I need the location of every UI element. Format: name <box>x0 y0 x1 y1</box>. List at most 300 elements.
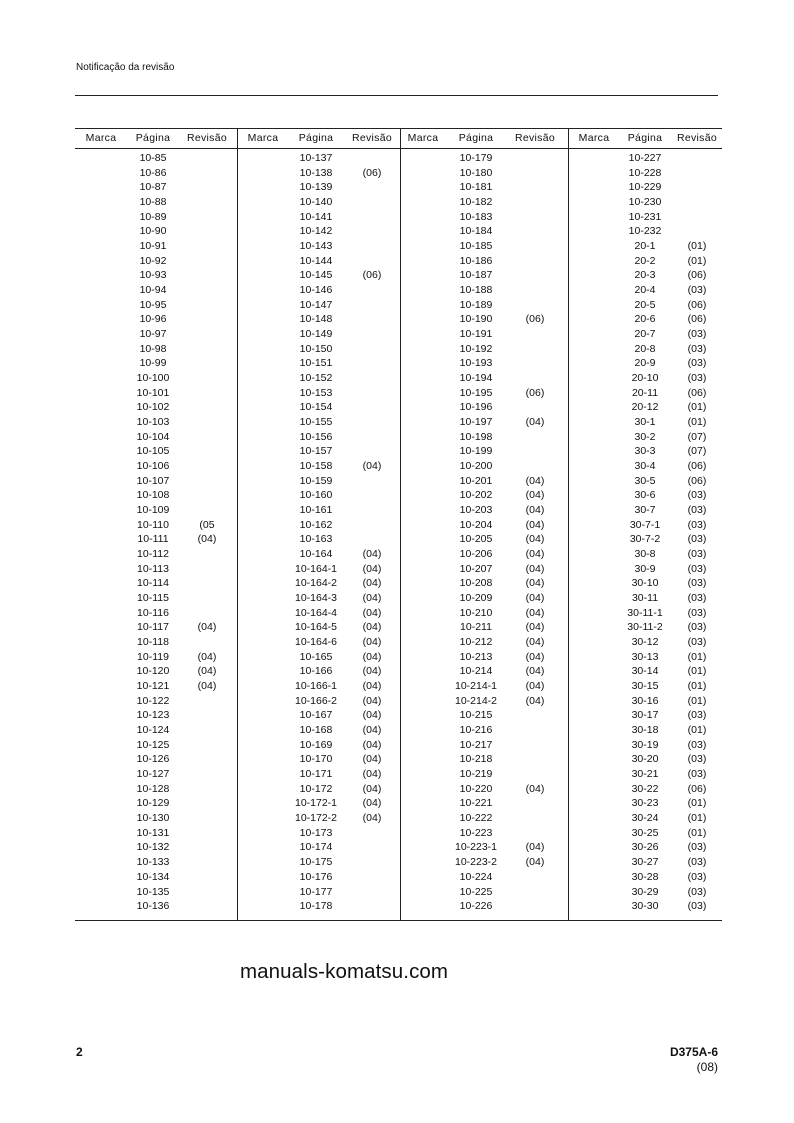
page-cell: 10-120 <box>136 665 170 678</box>
page-cell: 10-204 <box>459 518 493 531</box>
page-cell: 30-28 <box>631 870 659 883</box>
page-cell: 10-214 <box>459 665 493 678</box>
revision-cell: (01) <box>687 650 707 663</box>
page-cell: 10-214-2 <box>454 694 498 707</box>
page-cell: 10-119 <box>137 650 169 663</box>
page-cell: 10-164-3 <box>294 592 338 605</box>
page-cell: 10-230 <box>628 196 662 208</box>
page-cell: 30-24 <box>631 812 659 825</box>
revision-cell: (04) <box>525 548 545 561</box>
revision-cell: (06) <box>362 269 382 282</box>
revision-cell: (06) <box>362 166 382 179</box>
page-cell: 10-152 <box>299 372 333 385</box>
page-cell: 10-129 <box>136 797 170 810</box>
page-cell: 10-207 <box>459 562 493 575</box>
page-cell: 10-98 <box>139 342 167 355</box>
page-cell: 10-231 <box>628 210 662 223</box>
page-cell: 10-122 <box>136 694 170 707</box>
page-cell: 30-7-1 <box>629 518 661 531</box>
page-cell: 30-23 <box>631 797 659 810</box>
page-cell: 10-158 <box>299 460 333 473</box>
page-cell: 10-138 <box>299 166 333 179</box>
revision-cell: (04) <box>362 812 382 825</box>
page-cell: 10-136 <box>136 900 170 913</box>
revision-cell: (03) <box>687 606 707 619</box>
revision-cell: (05 <box>199 518 215 531</box>
revision-cell: (04) <box>525 518 545 531</box>
page-cell: 10-108 <box>136 489 170 502</box>
revision-cell: (01) <box>687 680 707 693</box>
column-header: Revisão <box>676 132 718 144</box>
page-cell: 10-181 <box>459 181 493 194</box>
page-cell: 30-11-2 <box>627 621 663 634</box>
page-cell: 10-170 <box>299 753 333 766</box>
revision-cell: (04) <box>525 782 545 795</box>
revision-cell: (03) <box>687 518 707 531</box>
page-cell: 10-151 <box>299 357 333 370</box>
revision-cell: (04) <box>362 562 382 575</box>
page-cell: 20-5 <box>634 298 656 311</box>
column-header: Revisão <box>351 132 393 144</box>
revision-cell: (07) <box>687 445 707 458</box>
page-cell: 30-4 <box>634 460 656 473</box>
page-cell: 10-202 <box>459 489 493 502</box>
page-cell: 10-140 <box>299 196 333 208</box>
revision-cell: (01) <box>687 401 707 414</box>
revision-cell: (03) <box>687 284 707 297</box>
page-cell: 10-185 <box>459 240 493 253</box>
revision-cell: (06) <box>687 298 707 311</box>
revision-cell: (03) <box>687 562 707 575</box>
column-header: Página <box>135 132 171 144</box>
model-code: D375A-6 <box>669 1045 718 1059</box>
revision-cell: (01) <box>687 797 707 810</box>
page-cell: 10-166 <box>299 665 333 678</box>
page-cell: 10-210 <box>459 606 493 619</box>
page-cell: 10-162 <box>299 518 333 531</box>
page-cell: 10-99 <box>139 357 167 370</box>
page-cell: 10-197 <box>459 416 493 429</box>
revision-cell: (04) <box>362 782 382 795</box>
page-cell: 10-213 <box>459 650 493 663</box>
page-cell: 10-141 <box>299 210 333 223</box>
revision-cell: (03) <box>687 709 707 722</box>
page-cell: 10-169 <box>299 738 333 751</box>
page-cell: 10-176 <box>299 870 333 883</box>
page-cell: 10-114 <box>137 577 169 590</box>
page-cell: 10-164-2 <box>294 577 338 590</box>
revision-cell: (03) <box>687 870 707 883</box>
table-group-1 <box>75 129 237 920</box>
page-cell: 10-125 <box>136 738 170 751</box>
page-cell: 30-15 <box>631 680 659 693</box>
revision-cell: (03) <box>687 885 707 898</box>
revision-cell: (04) <box>362 636 382 649</box>
revision-cell: (01) <box>687 240 707 253</box>
revision-cell: (06) <box>687 460 707 473</box>
revision-cell: (04) <box>362 738 382 751</box>
page-cell: 30-12 <box>631 636 659 649</box>
page-cell: 10-189 <box>459 298 493 311</box>
page-cell: 10-88 <box>139 196 167 208</box>
revision-cell: (04) <box>362 709 382 722</box>
page-cell: 30-29 <box>631 885 659 898</box>
page-cell: 10-94 <box>139 284 167 297</box>
page-cell: 30-1 <box>634 416 656 429</box>
page-cell: 30-10 <box>631 577 659 590</box>
page-cell: 10-187 <box>459 269 493 282</box>
table-group-4 <box>568 129 723 920</box>
page-cell: 10-109 <box>136 504 170 517</box>
page-cell: 10-166-1 <box>294 680 338 693</box>
page-cell: 30-11-1 <box>627 606 663 619</box>
page-cell: 10-171 <box>299 768 333 781</box>
table-group-2 <box>237 129 401 920</box>
page-cell: 30-7 <box>634 504 656 517</box>
revision-cell: (04) <box>525 650 545 663</box>
page-cell: 30-2 <box>634 430 656 443</box>
column-header: Marca <box>247 132 279 144</box>
page-cell: 10-201 <box>459 474 493 487</box>
page-cell: 10-172 <box>299 782 333 795</box>
page-cell: 10-219 <box>459 768 493 781</box>
revision-cell: (04) <box>525 680 545 693</box>
page-cell: 30-20 <box>631 753 659 766</box>
page-cell: 10-163 <box>299 533 333 546</box>
page-cell: 10-200 <box>459 460 493 473</box>
page-cell: 20-6 <box>634 313 656 326</box>
page-cell: 10-218 <box>459 753 493 766</box>
revision-cell: (01) <box>687 694 707 707</box>
page-cell: 10-93 <box>139 269 167 282</box>
revision-cell: (06) <box>525 386 545 399</box>
page-cell: 10-192 <box>459 342 493 355</box>
page-cell: 10-183 <box>459 210 493 223</box>
page-cell: 10-223 <box>459 826 493 839</box>
page-cell: 10-227 <box>628 152 662 164</box>
revision-cell: (03) <box>687 900 707 913</box>
page-cell: 10-100 <box>136 372 170 385</box>
page-cell: 10-90 <box>139 225 167 238</box>
page-cell: 10-220 <box>459 782 493 795</box>
page-cell: 10-127 <box>136 768 170 781</box>
page-cell: 10-121 <box>136 680 170 693</box>
page-cell: 10-161 <box>299 504 333 517</box>
page-cell: 20-3 <box>634 269 656 282</box>
page-cell: 10-143 <box>299 240 333 253</box>
column-header: Marca <box>85 132 117 144</box>
page-cell: 10-111 <box>137 533 169 546</box>
revision-cell: (03) <box>687 738 707 751</box>
page-cell: 10-130 <box>136 812 170 825</box>
revision-cell: (04) <box>362 680 382 693</box>
revision-cell: (04) <box>525 577 545 590</box>
column-header: Marca <box>578 132 610 144</box>
page-cell: 10-86 <box>139 166 167 179</box>
revision-cell: (04) <box>525 474 545 487</box>
page-cell: 10-95 <box>139 298 167 311</box>
revision-cell: (04) <box>362 548 382 561</box>
page-cell: 20-12 <box>631 401 659 414</box>
page-cell: 10-224 <box>459 870 493 883</box>
revision-cell: (03) <box>687 856 707 869</box>
page-cell: 10-123 <box>136 709 170 722</box>
page-cell: 20-4 <box>634 284 656 297</box>
page-cell: 10-110 <box>137 518 169 531</box>
revision-cell: (01) <box>687 812 707 825</box>
page-cell: 10-223-1 <box>454 841 498 854</box>
page-cell: 10-167 <box>299 709 333 722</box>
page-cell: 10-91 <box>139 240 167 253</box>
page-cell: 10-159 <box>299 474 333 487</box>
revision-cell: (04) <box>362 665 382 678</box>
page-header-title: Notificação da revisão <box>76 62 175 73</box>
page-cell: 10-156 <box>299 430 333 443</box>
revision-cell: (04) <box>525 533 545 546</box>
page-cell: 30-17 <box>631 709 659 722</box>
revision-cell: (04) <box>362 460 382 473</box>
page-cell: 30-13 <box>631 650 659 663</box>
page-cell: 10-157 <box>299 445 333 458</box>
revision-cell: (03) <box>687 841 707 854</box>
page-cell: 10-106 <box>136 460 170 473</box>
page-cell: 10-172-1 <box>294 797 338 810</box>
page-cell: 10-191 <box>459 328 493 341</box>
page-cell: 20-11 <box>631 386 659 399</box>
column-header: Página <box>458 132 494 144</box>
page-cell: 10-221 <box>459 797 493 810</box>
page-cell: 10-179 <box>459 152 493 164</box>
page-cell: 10-128 <box>136 782 170 795</box>
page-cell: 10-215 <box>459 709 493 722</box>
revision-cell: (03) <box>687 753 707 766</box>
revision-cell: (04) <box>362 577 382 590</box>
page-cell: 10-198 <box>459 430 493 443</box>
revision-cell: (01) <box>687 254 707 267</box>
page-cell: 30-18 <box>631 724 659 737</box>
page-cell: 10-186 <box>459 254 493 267</box>
page-cell: 30-7-2 <box>629 533 661 546</box>
page-cell: 10-164-5 <box>294 621 338 634</box>
page-cell: 30-19 <box>631 738 659 751</box>
page-cell: 10-131 <box>136 826 170 839</box>
page-cell: 10-133 <box>136 856 170 869</box>
page-cell: 10-124 <box>136 724 170 737</box>
page-cell: 10-222 <box>459 812 493 825</box>
page-cell: 10-105 <box>136 445 170 458</box>
page-cell: 10-209 <box>459 592 493 605</box>
page-cell: 10-101 <box>136 386 170 399</box>
page-cell: 10-174 <box>299 841 333 854</box>
revision-cell: (04) <box>525 592 545 605</box>
page-cell: 10-85 <box>139 152 167 164</box>
column-header: Marca <box>407 132 439 144</box>
revision-cell: (03) <box>687 577 707 590</box>
revision-cell: (04) <box>197 621 217 634</box>
page-cell: 10-172-2 <box>294 812 338 825</box>
page-cell: 10-145 <box>299 269 333 282</box>
revision-cell: (03) <box>687 548 707 561</box>
revision-cell: (06) <box>687 269 707 282</box>
page-cell: 10-112 <box>137 548 169 561</box>
revision-cell: (04) <box>362 694 382 707</box>
page-cell: 10-165 <box>299 650 333 663</box>
page-cell: 30-16 <box>631 694 659 707</box>
edition-code: (08) <box>696 1060 718 1074</box>
page-cell: 10-132 <box>136 841 170 854</box>
page-cell: 10-150 <box>299 342 333 355</box>
page-cell: 10-135 <box>136 885 170 898</box>
page-cell: 10-147 <box>299 298 333 311</box>
page-cell: 10-137 <box>299 152 333 164</box>
page-cell: 10-126 <box>136 753 170 766</box>
page-cell: 10-226 <box>459 900 493 913</box>
page-cell: 10-146 <box>299 284 333 297</box>
page-cell: 10-212 <box>459 636 493 649</box>
revision-cell: (06) <box>687 313 707 326</box>
page-cell: 30-8 <box>634 548 656 561</box>
page-cell: 10-97 <box>139 328 167 341</box>
revision-cell: (04) <box>362 606 382 619</box>
page-cell: 10-164-1 <box>294 562 338 575</box>
page-cell: 10-103 <box>136 416 170 429</box>
page-cell: 10-190 <box>459 313 493 326</box>
page-cell: 10-188 <box>459 284 493 297</box>
page-cell: 10-214-1 <box>454 680 498 693</box>
page-cell: 10-208 <box>459 577 493 590</box>
page-cell: 10-196 <box>459 401 493 414</box>
page-cell: 20-2 <box>634 254 656 267</box>
page-cell: 10-134 <box>136 870 170 883</box>
page-cell: 10-168 <box>299 724 333 737</box>
page-cell: 10-228 <box>628 166 662 179</box>
page-cell: 10-148 <box>299 313 333 326</box>
page-cell: 30-26 <box>631 841 659 854</box>
page-cell: 10-194 <box>459 372 493 385</box>
page-cell: 10-149 <box>299 328 333 341</box>
revision-cell: (01) <box>687 665 707 678</box>
page-cell: 30-25 <box>631 826 659 839</box>
page-cell: 10-180 <box>459 166 493 179</box>
page-cell: 10-199 <box>459 445 493 458</box>
page-cell: 10-203 <box>459 504 493 517</box>
revision-cell: (06) <box>687 782 707 795</box>
page-cell: 10-175 <box>299 856 333 869</box>
page-cell: 10-232 <box>628 225 662 238</box>
column-header: Revisão <box>514 132 556 144</box>
page-cell: 10-104 <box>136 430 170 443</box>
revision-cell: (04) <box>362 753 382 766</box>
page-cell: 10-89 <box>139 210 167 223</box>
page-cell: 30-3 <box>634 445 656 458</box>
page-cell: 30-14 <box>631 665 659 678</box>
page-cell: 10-96 <box>139 313 167 326</box>
page-cell: 10-115 <box>137 592 169 605</box>
page-cell: 10-117 <box>137 621 169 634</box>
revision-cell: (01) <box>687 826 707 839</box>
page-cell: 10-206 <box>459 548 493 561</box>
page-cell: 30-22 <box>631 782 659 795</box>
revision-cell: (06) <box>687 386 707 399</box>
page-cell: 30-30 <box>631 900 659 913</box>
page-cell: 30-9 <box>634 562 656 575</box>
page-cell: 30-6 <box>634 489 656 502</box>
page-cell: 20-8 <box>634 342 656 355</box>
revision-cell: (04) <box>525 694 545 707</box>
page-cell: 10-184 <box>459 225 493 238</box>
revision-cell: (04) <box>525 606 545 619</box>
header-rule <box>75 95 718 96</box>
revision-cell: (01) <box>687 724 707 737</box>
revision-cell: (04) <box>197 680 217 693</box>
page-cell: 10-139 <box>299 181 333 194</box>
revision-cell: (04) <box>525 856 545 869</box>
revision-cell: (03) <box>687 489 707 502</box>
revision-cell: (04) <box>525 416 545 429</box>
page-cell: 10-229 <box>628 181 662 194</box>
revision-cell: (04) <box>197 533 217 546</box>
page-cell: 10-164 <box>299 548 333 561</box>
page-cell: 10-116 <box>137 606 169 619</box>
page-cell: 10-87 <box>139 181 167 194</box>
revision-cell: (03) <box>687 592 707 605</box>
revision-cell: (04) <box>525 504 545 517</box>
page-cell: 10-153 <box>299 386 333 399</box>
revision-cell: (04) <box>525 665 545 678</box>
page-cell: 20-10 <box>631 372 659 385</box>
revision-cell: (04) <box>362 621 382 634</box>
page-cell: 10-177 <box>299 885 333 898</box>
page-cell: 10-217 <box>459 738 493 751</box>
revision-cell: (04) <box>362 797 382 810</box>
revision-cell: (06) <box>687 474 707 487</box>
page-cell: 10-107 <box>136 474 170 487</box>
page-cell: 10-118 <box>137 636 169 649</box>
page-cell: 10-178 <box>299 900 333 913</box>
page-cell: 10-173 <box>299 826 333 839</box>
revision-cell: (04) <box>525 621 545 634</box>
revision-cell: (04) <box>362 592 382 605</box>
page-cell: 10-205 <box>459 533 493 546</box>
revision-cell: (07) <box>687 430 707 443</box>
revision-cell: (03) <box>687 357 707 370</box>
column-header: Página <box>298 132 334 144</box>
page-cell: 20-9 <box>634 357 656 370</box>
page-number: 2 <box>76 1045 83 1059</box>
revision-cell: (01) <box>687 416 707 429</box>
revision-cell: (03) <box>687 533 707 546</box>
page-cell: 10-154 <box>299 401 333 414</box>
column-header: Página <box>627 132 663 144</box>
revision-cell: (04) <box>525 489 545 502</box>
page-cell: 10-211 <box>460 621 492 634</box>
revision-cell: (03) <box>687 636 707 649</box>
revision-cell: (03) <box>687 328 707 341</box>
page-cell: 30-11 <box>631 592 659 605</box>
page-cell: 10-166-2 <box>294 694 338 707</box>
revision-cell: (04) <box>525 636 545 649</box>
page-cell: 10-144 <box>299 254 333 267</box>
page-cell: 10-92 <box>139 254 167 267</box>
page-cell: 10-113 <box>137 562 169 575</box>
revision-cell: (04) <box>362 650 382 663</box>
column-header: Revisão <box>186 132 228 144</box>
page-cell: 10-102 <box>136 401 170 414</box>
page-cell: 10-216 <box>459 724 493 737</box>
page-cell: 10-164-6 <box>294 636 338 649</box>
revision-cell: (03) <box>687 372 707 385</box>
page-cell: 30-27 <box>631 856 659 869</box>
